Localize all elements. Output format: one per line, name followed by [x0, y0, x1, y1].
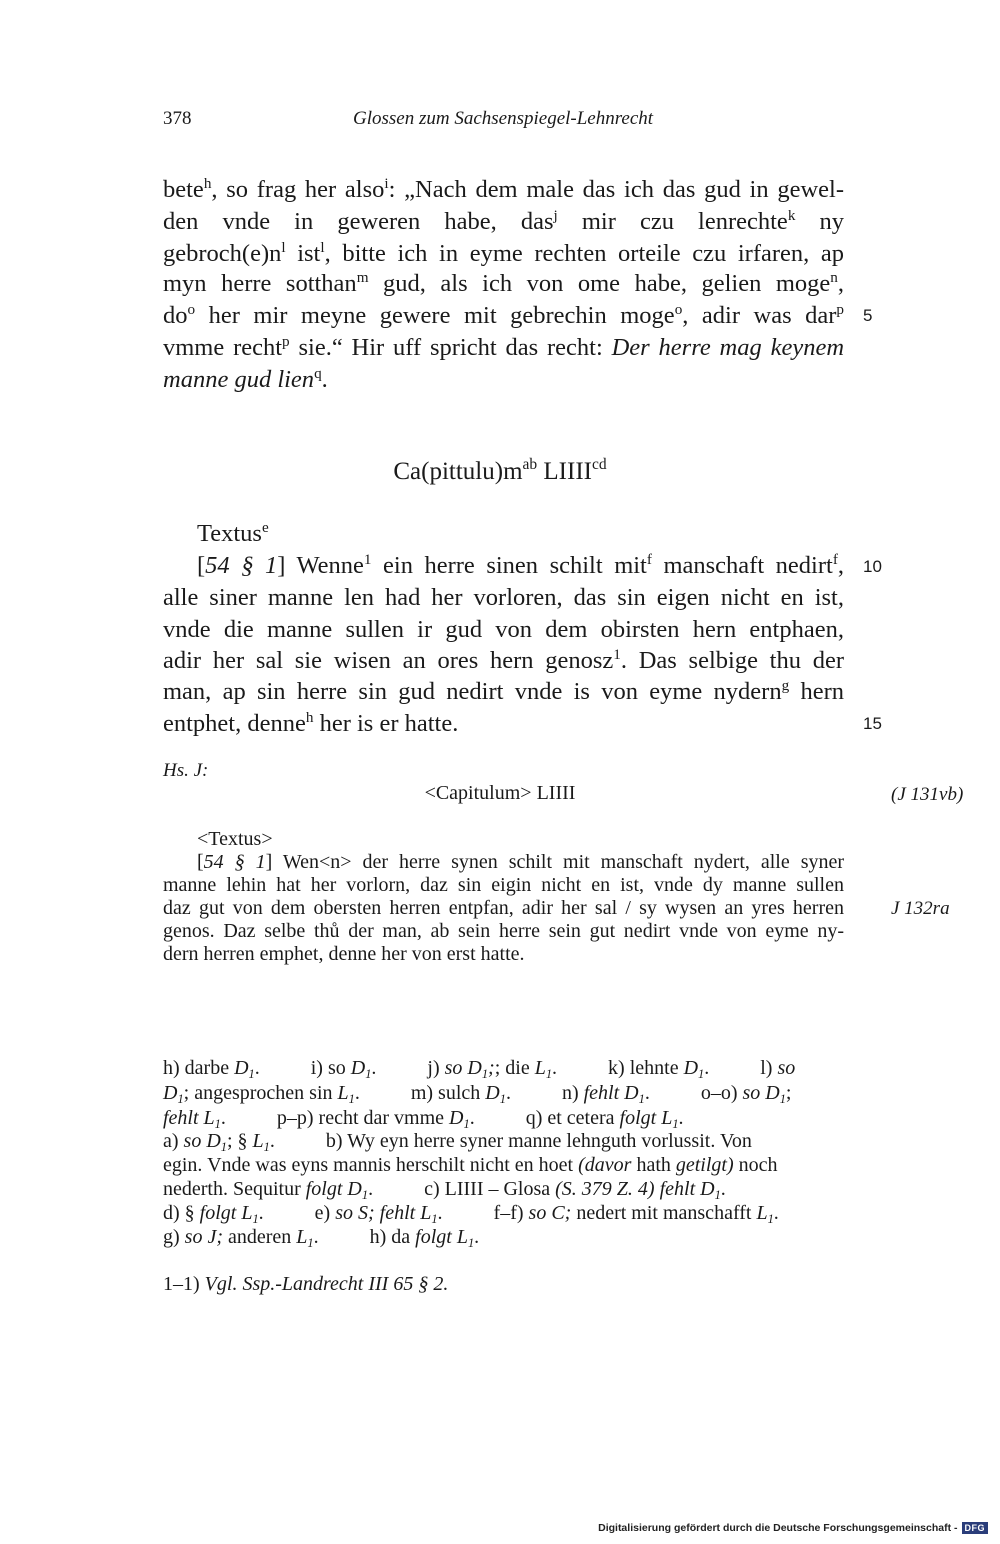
- apparatus-line-8: g) so J; anderen $L_1$. h) da folgt $L_1$.: [163, 1226, 480, 1250]
- manuscript-line-4: genos. Daz selbe thů der man, ab sein herre sein gut nedirt vnde von eyme ny-: [163, 920, 844, 942]
- text-line-2: den vnde in geweren habe, das$^j$ mir czu lenrechte$^k$ ny: [163, 206, 844, 235]
- line-number-10: 10: [863, 557, 882, 576]
- chapter-heading: $Ca(pittulu)m^{ab}$ $LIIII^{cd}$: [393, 456, 607, 485]
- apparatus-line-2: $D_1$; angesprochen $\sin L_1$. m) sulch $D_1$. n) fehlt $D_1$. o–o) so $D_1$;: [163, 1082, 792, 1106]
- running-title: Glossen zum Sachsenspiegel-Lehnrecht: [353, 108, 654, 129]
- manuscript-chapter-line: <Capitulum> LIIII: [424, 782, 576, 804]
- manuscript-line-5: dern herren emphet, denne her von erst hatte.: [163, 943, 525, 965]
- apparatus-line-3: fehlt $L_1$. p–p) recht dar vmme $D_1$. q) et cetera folgt $L_1$.: [163, 1107, 684, 1131]
- apparatus-line-7: d) § folgt $L_1$. e) so S; fehlt $L_1$. f–f) so C; nedert mit manschafft $L_1$.: [163, 1202, 779, 1226]
- dfg-funding-note: Digitalisierung gefördert durch die Deutsche Forschungsgemeinschaft - DFG: [598, 1522, 988, 1534]
- text-line-5: $do^o$ her mir meyne gewere mit gebrechin moge$^o$, adir was dar$^p$: [163, 300, 844, 329]
- textus-line-6: entphet, denne$^h$ her is er hatte.: [163, 708, 459, 737]
- apparatus-line-6: nederth. Sequitur folgt $D_1$. c) LIIII – Glosa (S. 379 Z. 4) fehlt $D_1$.: [163, 1178, 726, 1202]
- apparatus-line-1: h) darbe $D_1$. i) so $D_1$. j) so $D_1$;; die $L_1$. k) lehnte $D_1$. l) so: [163, 1057, 796, 1081]
- textus-line-1: [54 § 1] Wenne$^1$ ein herre sinen schilt mit$^f$ manschaft nedirt$^f$,: [197, 550, 845, 579]
- text-line-7: manne gud lien$^q$.: [163, 364, 328, 393]
- textus-line-4: adir her sal sie wisen an ores hern genosz$^1$. Das selbige thu der: [163, 645, 844, 674]
- line-number-5: 5: [863, 306, 873, 325]
- textus-line-5: man, ap sin herre sin gud nedirt vnde is von eyme nydern$^g$ hern: [163, 676, 844, 705]
- text-line-6: vmme recht$^p$ sie.“ Hir uff spricht das recht: Der herre mag keynem: [163, 332, 845, 361]
- text-line-4: myn herre sotthan$^m$ gud, als ich von ome habe, gelien moge$^n$,: [163, 268, 844, 297]
- manuscript-textus-label: <Textus>: [197, 828, 273, 850]
- manuscript-label: Hs. J:: [163, 760, 209, 781]
- dfg-logo: DFG: [962, 1522, 989, 1534]
- apparatus-line-5: egin. Vnde was eyns mannis herschilt nicht en hoet (davor hath getilgt) noch: [163, 1154, 778, 1176]
- line-number-15: 15: [863, 714, 882, 733]
- footnote-1: 1–1) Vgl. Ssp.-Landrecht III 65 § 2.: [163, 1273, 449, 1295]
- manuscript-line-3: daz gut von dem obersten herren entpfan, adir her sal / sy wysen an yres herren: [163, 897, 844, 919]
- textus-line-2: alle siner manne len had her vorloren, das sin eigen nicht en ist,: [163, 584, 844, 611]
- manuscript-line-2: manne lehin hat her vorlorn, daz sin eigin nicht en ist, vnde dy manne sullen: [163, 874, 844, 896]
- apparatus-line-4: a) so $D_1$; § $L_1$. b) Wy eyn herre syner manne lehnguth vorlussit. Von: [163, 1130, 752, 1154]
- textus-label: Textus$^e$: [197, 518, 269, 547]
- text-line-3: $gebroch(e)n^l$ ist$^l$, bitte ich in eyme rechten orteile czu irfaren, ap: [163, 238, 844, 267]
- manuscript-line-1: [54 § 1] Wen<n> der herre synen schilt mit manschaft nydert, alle syner: [197, 851, 845, 873]
- folio-reference-2: J 132ra: [891, 898, 950, 919]
- text-line-1: bete$^h$, so frag her also$^i$: „Nach dem male das ich das gud in gewel-: [163, 174, 844, 203]
- folio-reference-1: (J 131vb): [891, 784, 964, 805]
- page-number: 378: [163, 108, 192, 129]
- textus-line-3: vnde die manne sullen ir gud von dem obirsten hern entphaen,: [163, 616, 844, 643]
